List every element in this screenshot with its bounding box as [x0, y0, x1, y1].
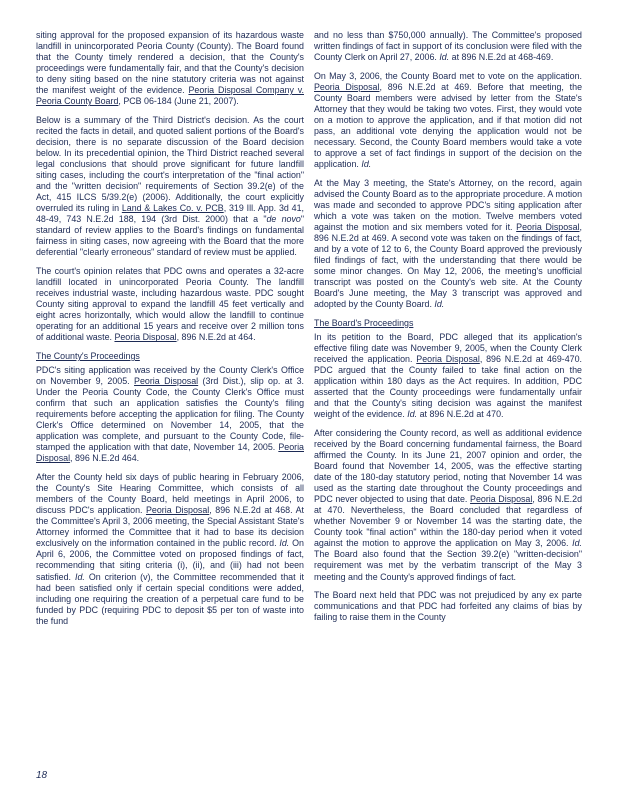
text-run: After the County held six days of public hearing in February 2006, the County's Site Hearing Committee, which consists of all members of the County Board, held meetings in April 2006, to discuss PDC's application. — [36, 472, 304, 516]
text-run: , PCB 06-184 (June 21, 2007). — [118, 96, 239, 107]
right-column — [314, 30, 582, 631]
text-run: , 896 N.E.2d at 469. Before that meeting, the County Board members were advised by letter from the State's Attorney that they would be taking two votes. First, they would vote on a motion to approve the application, and if that motion did not pass, an additional vote denying the application would not be necessary. Second, the County Board members would take a vote to approve a set of fact findings in support of the decision on the application. — [314, 81, 583, 170]
left-column — [36, 30, 304, 634]
italic-text: Id. — [361, 159, 372, 170]
case-citation: Peoria Disposal — [146, 505, 210, 516]
text-run: at 896 N.E.2d at 470. — [417, 409, 504, 420]
text-run: The Board next held that PDC was not prejudiced by any ex parte communications and that PDC had forfeited any claims of bias by failing to raise them in the County — [314, 590, 582, 623]
italic-text: Id. — [407, 409, 418, 420]
text-run: , 896 N.E.2d at 464. — [176, 332, 256, 343]
text-run: , 896 N.E.2d 464. — [70, 453, 140, 464]
text-run: After considering the County record, as well as additional evidence received by the Board concerning fundamental fairness, the Board affirmed the County. In its June 21, 2007 opinion and order, the Board found that November 14, 2005, was the effective starting date of the 180-day statutory period, noting that November 14 was used as the starting date throughout the County proceedings and PDC never objected to using that date. — [314, 427, 582, 505]
text-run: On criterion (v), the Committee recommended that it had been satisfied only if certain special conditions were added, including one requiring the creation of a perpetual care fund to be funded by PDC (requiring PDC to deposit $5 per ton of waste into the fund — [36, 571, 304, 626]
text-run: On May 3, 2006, the County Board met to vote on the application. — [314, 70, 582, 81]
case-citation: Peoria Disposal — [114, 332, 177, 343]
text-run: at 896 N.E.2d at 468-469. — [449, 52, 554, 63]
case-citation: Peoria Disposal Company v. Peoria County Board — [36, 85, 304, 107]
text-run: The court's opinion relates that PDC owns and operates a 32-acre landfill located in unincorporated Peoria County. The landfill receives industrial waste, including hazardous waste. PDC sought County siting approval to expand the landfill 45 feet vertically and eight acres horizontally, which would allow the landfill to continue operating for an additional 15 years and receive over 2 million tons of additional waste. — [36, 266, 304, 343]
text-run: On April 6, 2006, the Committee voted on proposed findings of fact, recommending that siting criteria (i), (ii), and (iii) had not been satisfied. — [36, 538, 304, 582]
text-run: At the May 3 meeting, the State's Attorney, on the record, again advised the County Board as to the appropriate procedure. A motion was made and seconded to approve PDC's siting application after which a vote was taken on the motion. Twelve members voted against the motion and six members voted for it. — [314, 177, 582, 232]
case-citation: Peoria Disposal — [416, 354, 480, 365]
italic-text: de novo — [266, 214, 301, 225]
paragraph — [314, 30, 582, 63]
section-heading: The Board's Proceedings — [314, 317, 414, 328]
text-run: In its petition to the Board, PDC alleged that its application's effective filing date was November 9, 2005, when the County Clerk received the application. — [314, 331, 582, 365]
italic-text: Id. — [434, 299, 445, 310]
italic-text: Id. — [572, 538, 582, 549]
paragraph — [314, 590, 582, 623]
paragraph — [314, 178, 582, 311]
text-run: , 319 Ill. App. 3d 41, 48-49, 743 N.E.2d 188, 194 (3rd Dist. 2000) that a " — [36, 203, 304, 225]
case-citation: Peoria Disposal — [470, 494, 533, 505]
text-run: , 896 N.E.2d at 469. A second vote was taken on the findings of fact, and by a vote of 12 to 6, the County Board approved the previously filed findings of fact, with the understanding that there would be some minor changes. On May 12, 2006, the meeting's unofficial transcript was posted on the County's web site. At the County Board's June meeting, the May 3 transcript was approved and adopted by the County Board. — [314, 221, 582, 310]
case-citation: Peoria Disposal — [314, 81, 380, 92]
text-run: , 896 N.E.2d at 470. Nevertheless, the Board concluded that regardless of whether November 9 or November 14 was the starting date, the County took "final action" within the 180-day period when it voted against the motion to approve the application on May 3, 2006. — [314, 494, 583, 549]
text-run: The Board also found that the Section 39.2(e) "written-decision" requirement was met by the verbatim transcript of the May 3 meeting and the County's approved findings of fact. — [314, 549, 582, 582]
case-citation: Peoria Disposal — [36, 442, 304, 464]
italic-text: Id. — [279, 538, 290, 549]
paragraph — [314, 428, 582, 583]
paragraph — [36, 266, 304, 343]
text-run: PDC's siting application was received by the County Clerk's Office on November 9, 2005. — [36, 365, 304, 387]
case-citation: Land & Lakes Co. v. PCB — [121, 203, 224, 214]
text-run: Below is a summary of the Third District's decision. As the court recited the facts in detail, and quoted salient portions of the Board's decision, there is no separate discussion of the Board decision below. In its precedential opinion, the Third District reached several legal conclusions that should prove significant for future landfill siting cases, including the court's interpretation of the "final action" and the "written decision" requirements of Section 39.2(e) of the Act, 415 ILCS 5/39.2(e) (2006). Additionally, the court explicitly overruled its ruling in — [36, 114, 304, 214]
section-heading: The County's Proceedings — [36, 351, 140, 362]
case-citation: Peoria Disposal — [516, 221, 580, 232]
paragraph — [314, 332, 582, 420]
text-run: , 896 N.E.2d at 468. At the Committee's April 3, 2006 meeting, the Special Assistant State's Attorney informed the Committee that it had to base its decision exclusively on the information contained in the public record. — [36, 505, 304, 549]
italic-text: Id. — [74, 571, 85, 582]
paragraph — [36, 365, 304, 464]
paragraph — [36, 30, 304, 107]
paragraph — [36, 472, 304, 627]
text-run: (3rd Dist.), slip op. at 3. Under the Peoria County Code, the County Clerk's Office must confirm that such an application satisfies the County's filing requirements before accepting the application for filing. The County Clerk's Office determined on November 14, 2005, that the application was complete, and pursuant to the County Code, file-stamped the application with that date, November 14, 2005. — [36, 376, 304, 453]
case-citation: Peoria Disposal — [134, 376, 199, 387]
text-run: " standard of review applies to the Board's findings on fundamental fairness in siting cases, now agreeing with the Board that the more deferential "clearly erroneous" standard of review must be applied. — [36, 214, 304, 258]
paragraph — [36, 115, 304, 259]
italic-text: Id. — [439, 52, 450, 63]
text-run: , 896 N.E.2d at 469-470. PDC argued that the County failed to take final action on the application within 180 days as the Act requires. In addition, PDC asserted that the County proceedings were fundamentally unfair and that the County's siting decision was against the manifest weight of the evidence. — [314, 354, 582, 420]
paragraph — [314, 71, 582, 170]
page-number: 18 — [36, 770, 48, 781]
text-run: and no less than $750,000 annually). The Committee's proposed written findings of fact in support of its conclusion were filed with the County Clerk on April 27, 2006. — [314, 30, 582, 63]
text-run: siting approval for the proposed expansion of its hazardous waste landfill in unincorporated Peoria County (County). The Board found that the County timely rendered a decision, that the County's proceedings were fundamentally fair, and that the County's decision to deny siting based on the nine statutory criteria was not against the manifest weight of the evidence. — [36, 30, 304, 96]
